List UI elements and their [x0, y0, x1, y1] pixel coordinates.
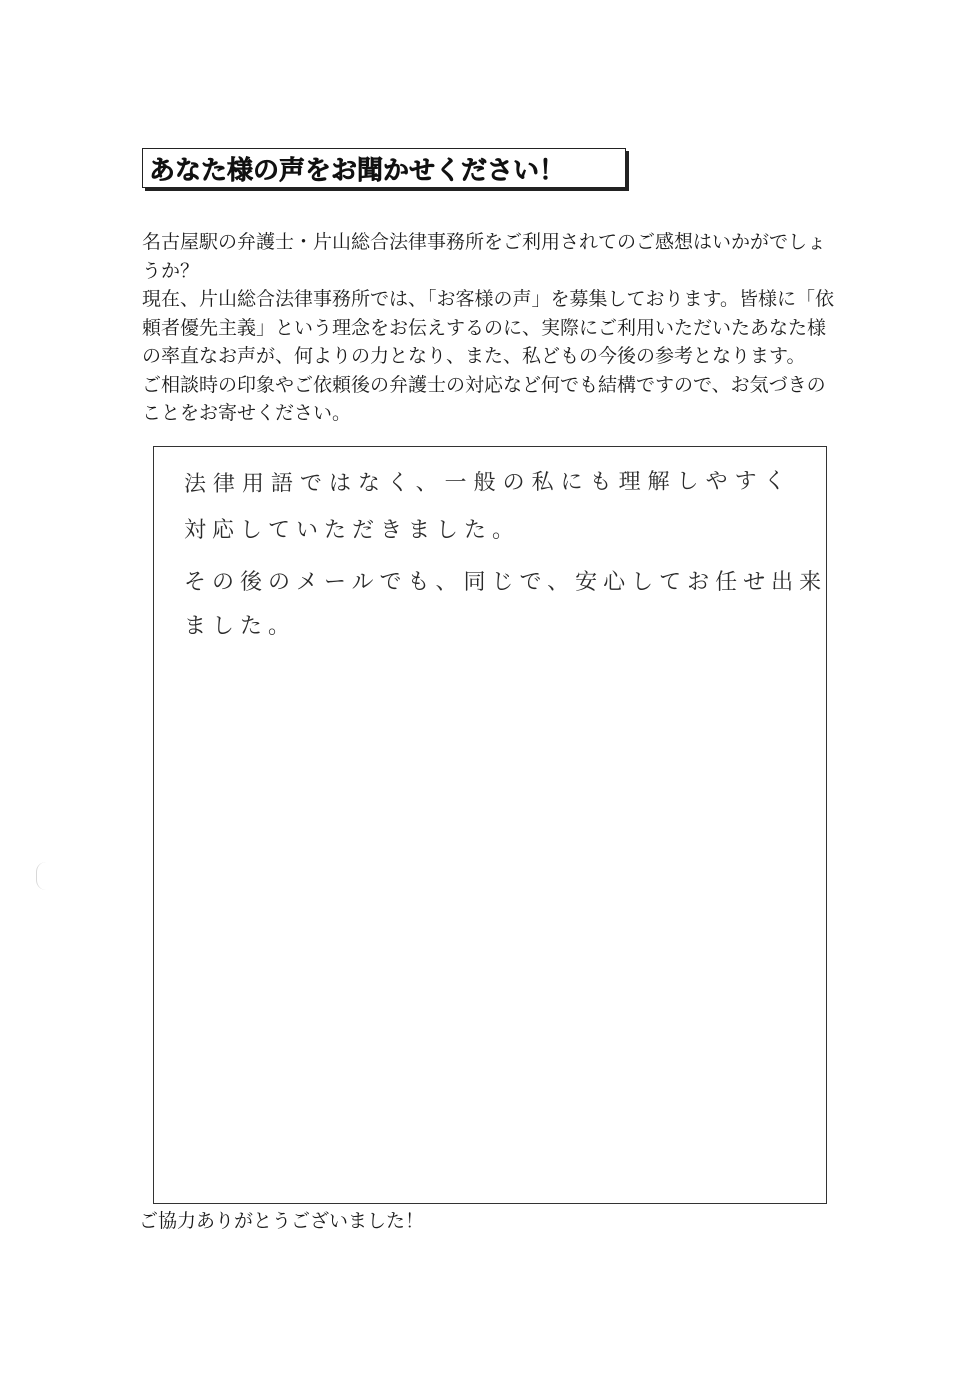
handwritten-line: 対応していただきました。 — [184, 518, 521, 543]
page-title: あなた様の声をお聞かせください！ — [149, 155, 566, 186]
handwritten-line: ました。 — [184, 614, 297, 639]
closing-message: ご協力ありがとうございました！ — [139, 1210, 425, 1232]
handwritten-line: その後のメールでも、同じで、安心してお任せ出来 — [184, 570, 828, 595]
intro-line: 名古屋駅の弁護士・片山総合法律事務所をご利用されてのご感想はいかがでしょうか？ — [142, 231, 827, 282]
title-banner — [142, 148, 626, 188]
intro-line: ご相談時の印象やご依頼後の弁護士の対応など何でも結構ですので、お気づきのことをお寄せください。 — [142, 373, 826, 424]
intro-text — [142, 228, 842, 428]
handwritten-comment-box — [153, 446, 827, 1204]
intro-line: 現在、片山総合法律事務所では、「お客様の声」を募集しております。皆様に「依頼者優先主義」という理念をお伝えするのに、実際にご利用いただいたあなた様の率直なお声が、何よりの力となり、また、私どもの今後の参考となります。 — [142, 288, 834, 367]
scan-binder-mark — [36, 862, 47, 890]
handwritten-line: 法律用語ではなく、一般の私にも理解しやすく — [183, 468, 793, 497]
